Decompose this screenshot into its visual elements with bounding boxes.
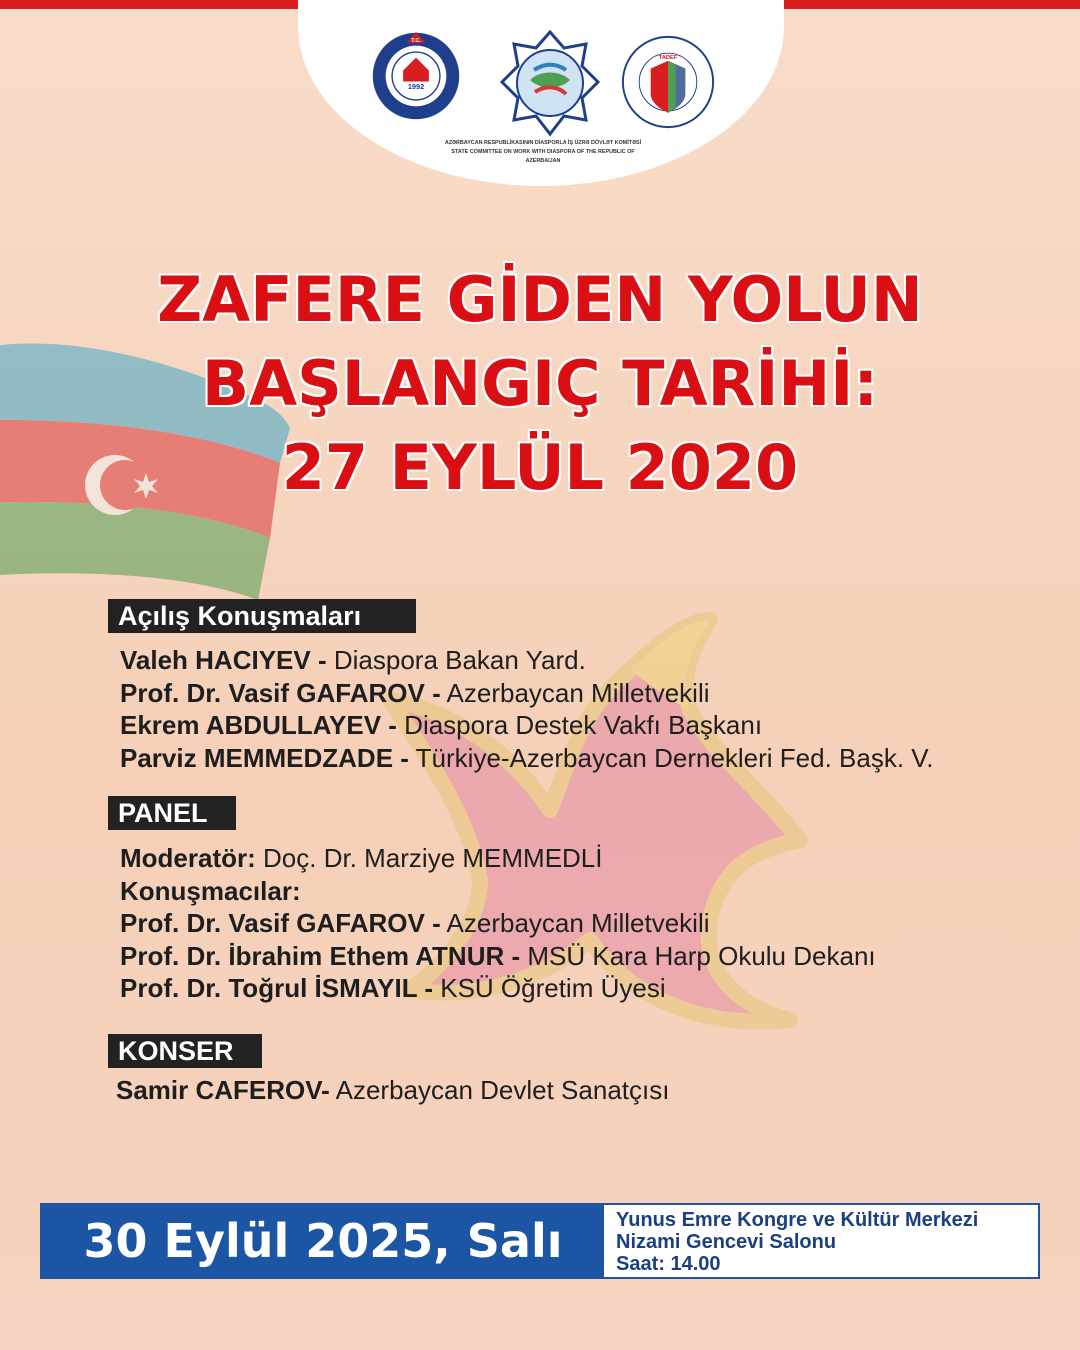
speaker-role: Azerbaycan Milletvekili	[440, 908, 710, 938]
concert-section-label: KONSER	[108, 1034, 262, 1068]
event-title	[0, 258, 1080, 510]
list-item	[120, 972, 876, 1005]
opening-section-label: Açılış Konuşmaları	[108, 599, 416, 633]
speaker-name: Prof. Dr. İbrahim Ethem ATNUR -	[120, 940, 521, 971]
diaspora-committee-emblem-icon	[490, 30, 610, 140]
title-line1: ZAFERE GİDEN YOLUN	[157, 263, 923, 336]
venue-info	[616, 1209, 1036, 1275]
speaker-role: Türkiye-Azerbaycan Dernekleri Fed. Başk. V.	[408, 742, 934, 773]
event-date: 30 Eylül 2025, Salı	[42, 1205, 604, 1277]
venue-line2: Nizami Gencevi Salonu	[616, 1231, 837, 1253]
speakers-label: Konuşmacılar:	[120, 875, 301, 906]
panel-list	[120, 842, 876, 1005]
speaker-name: Valeh HACIYEV -	[120, 645, 327, 675]
event-time: Saat: 14.00	[616, 1253, 721, 1275]
ksu-university-seal-icon	[370, 30, 462, 122]
speaker-role: Diaspora Bakan Yard.	[326, 645, 586, 675]
diaspora-caption	[440, 139, 646, 166]
speaker-name: Parviz MEMMEDZADE -	[120, 742, 409, 773]
diaspora-caption-line2: STATE COMMITTEE ON WORK WITH DIASPORA OF THE REPUBLIC OF AZERBAIJAN	[451, 149, 635, 164]
concert-list	[116, 1074, 669, 1107]
speaker-name: Prof. Dr. Toğrul İSMAYIL -	[120, 973, 433, 1003]
ksu-top-text: T.C.	[411, 37, 421, 44]
speakers-heading	[120, 875, 876, 908]
list-item	[120, 644, 933, 677]
speaker-role: MSÜ Kara Harp Okulu Dekanı	[520, 940, 876, 971]
speaker-role: Diaspora Destek Vakfı Başkanı	[396, 710, 763, 740]
tadef-badge: TADEF	[658, 54, 678, 61]
opening-speakers-list	[120, 644, 933, 774]
speaker-role: Azerbaycan Milletvekili	[440, 677, 710, 708]
performer-role: Azerbaycan Devlet Sanatçısı	[329, 1075, 670, 1105]
ksu-year: 1992	[407, 81, 425, 91]
moderator-name: Doç. Dr. Marziye MEMMEDLİ	[255, 843, 603, 873]
list-item	[120, 940, 876, 973]
list-item	[120, 907, 876, 940]
speaker-name: Prof. Dr. Vasif GAFAROV -	[120, 908, 441, 938]
moderator-line	[120, 842, 876, 875]
list-item	[120, 677, 933, 710]
list-item	[120, 709, 933, 742]
title-line3: 27 EYLÜL 2020	[281, 431, 799, 504]
list-item	[116, 1074, 669, 1107]
diaspora-caption-line1: AZƏRBAYCAN RESPUBLİKASININ DİASPORLA İŞ ÜZRƏ DÖVLƏT KOMİTƏSİ	[444, 140, 642, 146]
venue-line1: Yunus Emre Kongre ve Kültür Merkezi	[616, 1209, 979, 1231]
speaker-name: Prof. Dr. Vasif GAFAROV -	[120, 677, 441, 708]
list-item	[120, 742, 933, 775]
tadef-federation-seal-icon	[620, 34, 716, 130]
performer-name: Samir CAFEROV-	[116, 1075, 330, 1105]
moderator-label: Moderatör:	[120, 843, 256, 873]
event-info-footer	[40, 1203, 1040, 1279]
speaker-role: KSÜ Öğretim Üyesi	[433, 973, 666, 1003]
panel-section-label: PANEL	[108, 796, 236, 830]
title-line2: BAŞLANGIÇ TARİHİ:	[201, 347, 879, 420]
speaker-name: Ekrem ABDULLAYEV -	[120, 710, 397, 740]
